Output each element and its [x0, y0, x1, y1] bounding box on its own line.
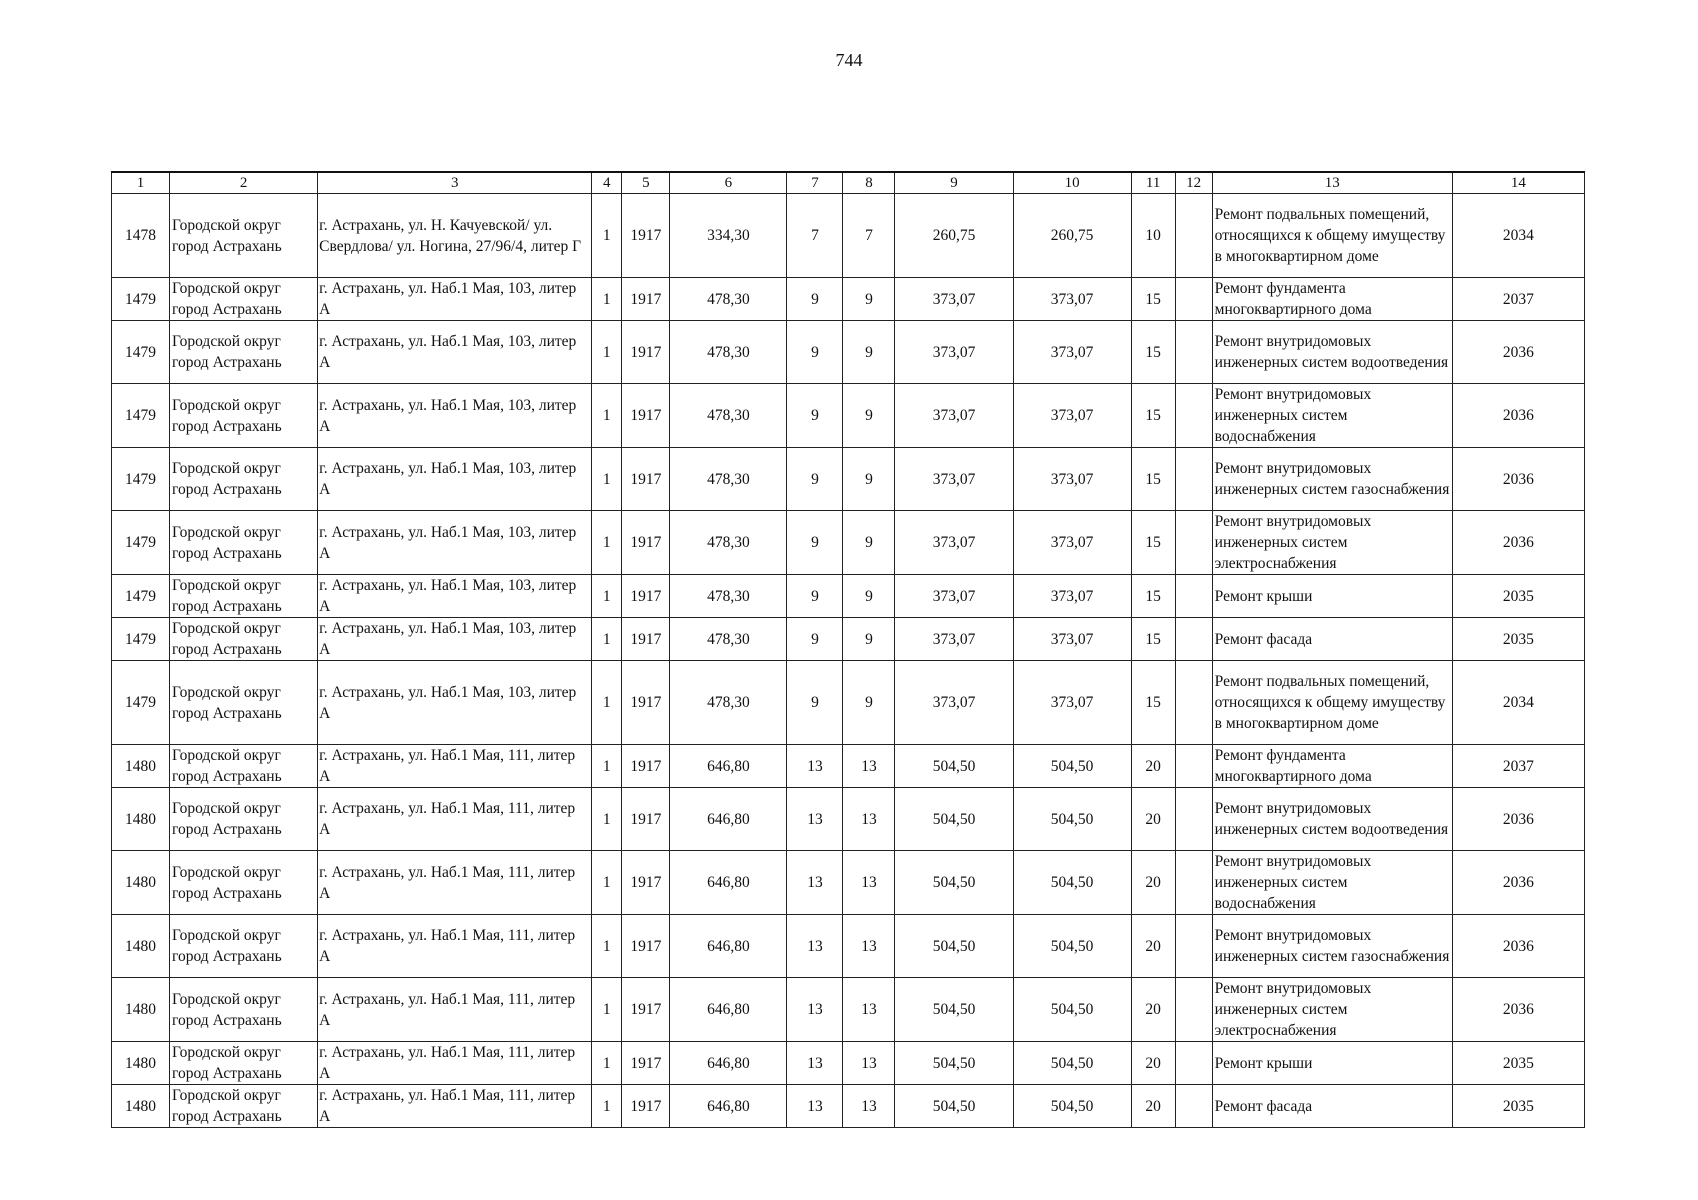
work-type-cell: Ремонт крыши — [1212, 575, 1452, 618]
col11-cell: 15 — [1131, 321, 1175, 384]
col8-cell: 7 — [843, 194, 895, 278]
col9-area-cell: 504,50 — [895, 1085, 1013, 1128]
col4-cell: 1 — [592, 384, 622, 448]
col8-cell: 9 — [843, 661, 895, 745]
col7-cell: 9 — [787, 448, 843, 511]
col8-cell: 9 — [843, 575, 895, 618]
col12-cell — [1175, 278, 1212, 321]
total-area-cell: 646,80 — [670, 745, 787, 788]
work-type-cell: Ремонт внутридомовых инженерных систем электроснабжения — [1212, 978, 1452, 1042]
table-row — [112, 194, 1585, 278]
col12-cell — [1175, 194, 1212, 278]
col11-cell: 20 — [1131, 788, 1175, 851]
col4-cell: 1 — [592, 618, 622, 661]
col4-cell: 1 — [592, 745, 622, 788]
table-row — [112, 575, 1585, 618]
page-number: 744 — [835, 50, 863, 70]
planned-year-cell: 2036 — [1452, 788, 1584, 851]
col7-cell: 13 — [787, 745, 843, 788]
year-cell: 1917 — [622, 194, 670, 278]
column-header: 6 — [670, 172, 787, 194]
col10-area-cell: 373,07 — [1013, 661, 1131, 745]
column-number-row — [112, 172, 1585, 194]
col8-cell: 13 — [843, 745, 895, 788]
planned-year-cell: 2035 — [1452, 618, 1584, 661]
col12-cell — [1175, 661, 1212, 745]
col11-cell: 15 — [1131, 575, 1175, 618]
col9-area-cell: 260,75 — [895, 194, 1013, 278]
municipality-cell: Городской округ город Астрахань — [170, 851, 318, 915]
total-area-cell: 478,30 — [670, 575, 787, 618]
planned-year-cell: 2034 — [1452, 661, 1584, 745]
planned-year-cell: 2036 — [1452, 915, 1584, 978]
col11-cell: 10 — [1131, 194, 1175, 278]
planned-year-cell: 2036 — [1452, 448, 1584, 511]
year-cell: 1917 — [622, 448, 670, 511]
year-cell: 1917 — [622, 915, 670, 978]
work-type-cell: Ремонт крыши — [1212, 1042, 1452, 1085]
col8-cell: 9 — [843, 321, 895, 384]
column-header: 2 — [170, 172, 318, 194]
col7-cell: 13 — [787, 978, 843, 1042]
total-area-cell: 478,30 — [670, 448, 787, 511]
column-header: 13 — [1212, 172, 1452, 194]
table-row — [112, 851, 1585, 915]
col4-cell: 1 — [592, 1042, 622, 1085]
municipality-cell: Городской округ город Астрахань — [170, 978, 318, 1042]
col11-cell: 15 — [1131, 278, 1175, 321]
work-type-cell: Ремонт фундамента многоквартирного дома — [1212, 278, 1452, 321]
planned-year-cell: 2037 — [1452, 745, 1584, 788]
table-body — [112, 194, 1585, 1128]
col11-cell: 20 — [1131, 1042, 1175, 1085]
table-row — [112, 618, 1585, 661]
col4-cell: 1 — [592, 661, 622, 745]
work-type-cell: Ремонт внутридомовых инженерных систем газоснабжения — [1212, 915, 1452, 978]
col12-cell — [1175, 978, 1212, 1042]
col12-cell — [1175, 618, 1212, 661]
col10-area-cell: 373,07 — [1013, 511, 1131, 575]
col12-cell — [1175, 384, 1212, 448]
column-header: 10 — [1013, 172, 1131, 194]
municipality-cell: Городской округ город Астрахань — [170, 194, 318, 278]
planned-year-cell: 2037 — [1452, 278, 1584, 321]
address-cell: г. Астрахань, ул. Наб.1 Мая, 103, литер А — [318, 448, 592, 511]
col10-area-cell: 504,50 — [1013, 1042, 1131, 1085]
work-type-cell: Ремонт внутридомовых инженерных систем водоотведения — [1212, 788, 1452, 851]
col8-cell: 13 — [843, 1042, 895, 1085]
address-cell: г. Астрахань, ул. Наб.1 Мая, 111, литер А — [318, 1085, 592, 1128]
municipality-cell: Городской округ город Астрахань — [170, 915, 318, 978]
col10-area-cell: 504,50 — [1013, 788, 1131, 851]
year-cell: 1917 — [622, 511, 670, 575]
table-row — [112, 1042, 1585, 1085]
row-number-cell: 1479 — [112, 278, 170, 321]
col7-cell: 9 — [787, 278, 843, 321]
row-number-cell: 1479 — [112, 618, 170, 661]
col11-cell: 20 — [1131, 1085, 1175, 1128]
col7-cell: 13 — [787, 851, 843, 915]
municipality-cell: Городской округ город Астрахань — [170, 1042, 318, 1085]
col10-area-cell: 504,50 — [1013, 978, 1131, 1042]
column-header: 1 — [112, 172, 170, 194]
col4-cell: 1 — [592, 788, 622, 851]
table-row — [112, 278, 1585, 321]
address-cell: г. Астрахань, ул. Наб.1 Мая, 103, литер А — [318, 661, 592, 745]
col9-area-cell: 373,07 — [895, 618, 1013, 661]
table-row — [112, 384, 1585, 448]
row-number-cell: 1479 — [112, 448, 170, 511]
row-number-cell: 1479 — [112, 661, 170, 745]
col10-area-cell: 373,07 — [1013, 384, 1131, 448]
year-cell: 1917 — [622, 1042, 670, 1085]
municipality-cell: Городской округ город Астрахань — [170, 1085, 318, 1128]
year-cell: 1917 — [622, 618, 670, 661]
col4-cell: 1 — [592, 321, 622, 384]
col7-cell: 9 — [787, 511, 843, 575]
col7-cell: 7 — [787, 194, 843, 278]
total-area-cell: 478,30 — [670, 661, 787, 745]
column-header: 9 — [895, 172, 1013, 194]
total-area-cell: 478,30 — [670, 618, 787, 661]
address-cell: г. Астрахань, ул. Наб.1 Мая, 111, литер А — [318, 788, 592, 851]
address-cell: г. Астрахань, ул. Наб.1 Мая, 103, литер А — [318, 384, 592, 448]
total-area-cell: 478,30 — [670, 511, 787, 575]
col12-cell — [1175, 321, 1212, 384]
col8-cell: 13 — [843, 788, 895, 851]
col7-cell: 13 — [787, 788, 843, 851]
col8-cell: 9 — [843, 618, 895, 661]
planned-year-cell: 2036 — [1452, 384, 1584, 448]
col10-area-cell: 373,07 — [1013, 278, 1131, 321]
col8-cell: 9 — [843, 511, 895, 575]
planned-year-cell: 2035 — [1452, 1085, 1584, 1128]
column-header: 14 — [1452, 172, 1584, 194]
col7-cell: 9 — [787, 618, 843, 661]
row-number-cell: 1480 — [112, 1085, 170, 1128]
row-number-cell: 1480 — [112, 1042, 170, 1085]
col11-cell: 15 — [1131, 618, 1175, 661]
col7-cell: 13 — [787, 1042, 843, 1085]
address-cell: г. Астрахань, ул. Наб.1 Мая, 103, литер А — [318, 511, 592, 575]
col8-cell: 13 — [843, 1085, 895, 1128]
col9-area-cell: 373,07 — [895, 278, 1013, 321]
work-type-cell: Ремонт фасада — [1212, 1085, 1452, 1128]
work-type-cell: Ремонт подвальных помещений, относящихся к общему имуществу в многоквартирном доме — [1212, 194, 1452, 278]
year-cell: 1917 — [622, 321, 670, 384]
address-cell: г. Астрахань, ул. Наб.1 Мая, 103, литер А — [318, 321, 592, 384]
col10-area-cell: 373,07 — [1013, 575, 1131, 618]
col12-cell — [1175, 788, 1212, 851]
work-type-cell: Ремонт фундамента многоквартирного дома — [1212, 745, 1452, 788]
capital-repair-table — [111, 171, 1585, 1128]
col12-cell — [1175, 1085, 1212, 1128]
year-cell: 1917 — [622, 978, 670, 1042]
total-area-cell: 646,80 — [670, 915, 787, 978]
col9-area-cell: 373,07 — [895, 321, 1013, 384]
row-number-cell: 1478 — [112, 194, 170, 278]
municipality-cell: Городской округ город Астрахань — [170, 511, 318, 575]
table-row — [112, 321, 1585, 384]
col7-cell: 13 — [787, 1085, 843, 1128]
year-cell: 1917 — [622, 661, 670, 745]
row-number-cell: 1479 — [112, 321, 170, 384]
column-header: 3 — [318, 172, 592, 194]
col10-area-cell: 373,07 — [1013, 448, 1131, 511]
table-row — [112, 661, 1585, 745]
total-area-cell: 334,30 — [670, 194, 787, 278]
address-cell: г. Астрахань, ул. Наб.1 Мая, 111, литер А — [318, 745, 592, 788]
col8-cell: 13 — [843, 851, 895, 915]
col10-area-cell: 260,75 — [1013, 194, 1131, 278]
address-cell: г. Астрахань, ул. Наб.1 Мая, 103, литер А — [318, 618, 592, 661]
municipality-cell: Городской округ город Астрахань — [170, 278, 318, 321]
column-header: 11 — [1131, 172, 1175, 194]
col9-area-cell: 373,07 — [895, 511, 1013, 575]
planned-year-cell: 2035 — [1452, 1042, 1584, 1085]
col11-cell: 20 — [1131, 915, 1175, 978]
col9-area-cell: 373,07 — [895, 448, 1013, 511]
col9-area-cell: 373,07 — [895, 661, 1013, 745]
col7-cell: 13 — [787, 915, 843, 978]
municipality-cell: Городской округ город Астрахань — [170, 618, 318, 661]
address-cell: г. Астрахань, ул. Наб.1 Мая, 111, литер А — [318, 1042, 592, 1085]
address-cell: г. Астрахань, ул. Наб.1 Мая, 111, литер А — [318, 915, 592, 978]
work-type-cell: Ремонт внутридомовых инженерных систем электроснабжения — [1212, 511, 1452, 575]
work-type-cell: Ремонт внутридомовых инженерных систем водоснабжения — [1212, 851, 1452, 915]
planned-year-cell: 2035 — [1452, 575, 1584, 618]
address-cell: г. Астрахань, ул. Наб.1 Мая, 111, литер А — [318, 851, 592, 915]
col11-cell: 15 — [1131, 511, 1175, 575]
total-area-cell: 478,30 — [670, 321, 787, 384]
col11-cell: 15 — [1131, 448, 1175, 511]
planned-year-cell: 2036 — [1452, 851, 1584, 915]
col12-cell — [1175, 1042, 1212, 1085]
municipality-cell: Городской округ город Астрахань — [170, 384, 318, 448]
address-cell: г. Астрахань, ул. Наб.1 Мая, 111, литер А — [318, 978, 592, 1042]
work-type-cell: Ремонт внутридомовых инженерных систем газоснабжения — [1212, 448, 1452, 511]
year-cell: 1917 — [622, 788, 670, 851]
col12-cell — [1175, 745, 1212, 788]
municipality-cell: Городской округ город Астрахань — [170, 575, 318, 618]
year-cell: 1917 — [622, 851, 670, 915]
col4-cell: 1 — [592, 1085, 622, 1128]
work-type-cell: Ремонт фасада — [1212, 618, 1452, 661]
column-header: 5 — [622, 172, 670, 194]
row-number-cell: 1479 — [112, 575, 170, 618]
column-header: 7 — [787, 172, 843, 194]
col12-cell — [1175, 575, 1212, 618]
year-cell: 1917 — [622, 278, 670, 321]
work-type-cell: Ремонт внутридомовых инженерных систем водоотведения — [1212, 321, 1452, 384]
col9-area-cell: 504,50 — [895, 788, 1013, 851]
col4-cell: 1 — [592, 575, 622, 618]
col10-area-cell: 504,50 — [1013, 1085, 1131, 1128]
col11-cell: 15 — [1131, 661, 1175, 745]
table-row — [112, 511, 1585, 575]
col4-cell: 1 — [592, 278, 622, 321]
table-row — [112, 788, 1585, 851]
col8-cell: 9 — [843, 278, 895, 321]
col10-area-cell: 373,07 — [1013, 618, 1131, 661]
total-area-cell: 646,80 — [670, 978, 787, 1042]
col4-cell: 1 — [592, 978, 622, 1042]
municipality-cell: Городской округ город Астрахань — [170, 321, 318, 384]
municipality-cell: Городской округ город Астрахань — [170, 788, 318, 851]
col4-cell: 1 — [592, 511, 622, 575]
col8-cell: 9 — [843, 448, 895, 511]
col10-area-cell: 504,50 — [1013, 915, 1131, 978]
table-row — [112, 915, 1585, 978]
row-number-cell: 1480 — [112, 978, 170, 1042]
col12-cell — [1175, 511, 1212, 575]
col8-cell: 9 — [843, 384, 895, 448]
work-type-cell: Ремонт внутридомовых инженерных систем водоснабжения — [1212, 384, 1452, 448]
table-row — [112, 978, 1585, 1042]
row-number-cell: 1479 — [112, 384, 170, 448]
column-header: 12 — [1175, 172, 1212, 194]
work-type-cell: Ремонт подвальных помещений, относящихся к общему имуществу в многоквартирном доме — [1212, 661, 1452, 745]
col9-area-cell: 504,50 — [895, 978, 1013, 1042]
table-row — [112, 1085, 1585, 1128]
year-cell: 1917 — [622, 1085, 670, 1128]
col7-cell: 9 — [787, 384, 843, 448]
col10-area-cell: 504,50 — [1013, 745, 1131, 788]
col10-area-cell: 504,50 — [1013, 851, 1131, 915]
address-cell: г. Астрахань, ул. Наб.1 Мая, 103, литер А — [318, 575, 592, 618]
col9-area-cell: 504,50 — [895, 851, 1013, 915]
col12-cell — [1175, 915, 1212, 978]
column-header: 4 — [592, 172, 622, 194]
row-number-cell: 1480 — [112, 851, 170, 915]
row-number-cell: 1479 — [112, 511, 170, 575]
col9-area-cell: 504,50 — [895, 1042, 1013, 1085]
total-area-cell: 646,80 — [670, 788, 787, 851]
col11-cell: 20 — [1131, 978, 1175, 1042]
municipality-cell: Городской округ город Астрахань — [170, 661, 318, 745]
total-area-cell: 646,80 — [670, 851, 787, 915]
col4-cell: 1 — [592, 851, 622, 915]
year-cell: 1917 — [622, 575, 670, 618]
planned-year-cell: 2036 — [1452, 511, 1584, 575]
col11-cell: 20 — [1131, 745, 1175, 788]
col11-cell: 20 — [1131, 851, 1175, 915]
planned-year-cell: 2036 — [1452, 978, 1584, 1042]
table-row — [112, 448, 1585, 511]
col9-area-cell: 504,50 — [895, 915, 1013, 978]
total-area-cell: 478,30 — [670, 278, 787, 321]
col4-cell: 1 — [592, 915, 622, 978]
planned-year-cell: 2036 — [1452, 321, 1584, 384]
address-cell: г. Астрахань, ул. Наб.1 Мая, 103, литер А — [318, 278, 592, 321]
table-row — [112, 745, 1585, 788]
col8-cell: 13 — [843, 915, 895, 978]
col12-cell — [1175, 448, 1212, 511]
total-area-cell: 646,80 — [670, 1085, 787, 1128]
planned-year-cell: 2034 — [1452, 194, 1584, 278]
col4-cell: 1 — [592, 194, 622, 278]
total-area-cell: 478,30 — [670, 384, 787, 448]
year-cell: 1917 — [622, 745, 670, 788]
column-header: 8 — [843, 172, 895, 194]
total-area-cell: 646,80 — [670, 1042, 787, 1085]
year-cell: 1917 — [622, 384, 670, 448]
col7-cell: 9 — [787, 661, 843, 745]
row-number-cell: 1480 — [112, 915, 170, 978]
municipality-cell: Городской округ город Астрахань — [170, 448, 318, 511]
address-cell: г. Астрахань, ул. Н. Качуевской/ ул. Свердлова/ ул. Ногина, 27/96/4, литер Г — [318, 194, 592, 278]
col9-area-cell: 504,50 — [895, 745, 1013, 788]
col11-cell: 15 — [1131, 384, 1175, 448]
col8-cell: 13 — [843, 978, 895, 1042]
col9-area-cell: 373,07 — [895, 575, 1013, 618]
col9-area-cell: 373,07 — [895, 384, 1013, 448]
col12-cell — [1175, 851, 1212, 915]
row-number-cell: 1480 — [112, 788, 170, 851]
col4-cell: 1 — [592, 448, 622, 511]
col10-area-cell: 373,07 — [1013, 321, 1131, 384]
col7-cell: 9 — [787, 575, 843, 618]
row-number-cell: 1480 — [112, 745, 170, 788]
col7-cell: 9 — [787, 321, 843, 384]
municipality-cell: Городской округ город Астрахань — [170, 745, 318, 788]
